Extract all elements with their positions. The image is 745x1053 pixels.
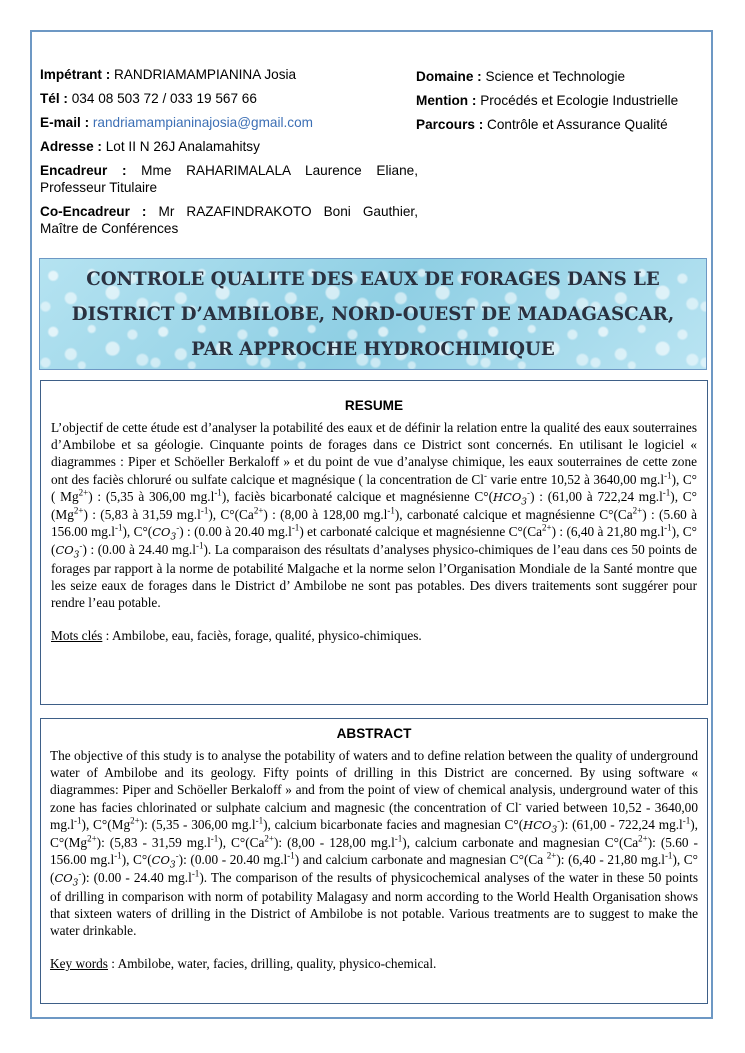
mention-label: Mention : <box>416 93 477 108</box>
applicant-row <box>40 66 418 83</box>
title-line-3: PAR APPROCHE HYDROCHIMIQUE <box>191 338 555 360</box>
phone-value: 034 08 503 72 / 033 19 567 66 <box>71 91 257 106</box>
abstract-keywords-list: : Ambilobe, water, facies, drilling, quality, physico-chemical. <box>107 956 437 972</box>
abstract-keywords <box>50 955 698 972</box>
abstract-heading: ABSTRACT <box>336 726 412 741</box>
supervisor-name: Mme RAHARIMALALA Laurence Eliane, <box>141 163 418 178</box>
mention-value: Procédés et Ecologie Industrielle <box>480 93 679 108</box>
email-link[interactable]: randriamampianinajosia@gmail.com <box>92 115 313 130</box>
resume-keywords-list: : Ambilobe, eau, faciès, forage, qualité, physico-chimiques. <box>102 628 422 644</box>
co-supervisor-name: Mr RAZAFINDRAKOTO Boni Gauthier, <box>158 204 418 219</box>
abstract-keywords-label: Key words <box>50 956 108 972</box>
title-line-1: CONTROLE QUALITE DES EAUX DE FORAGES DANS LE <box>86 268 660 290</box>
co-supervisor-title: Maître de Conférences <box>40 221 179 236</box>
applicant-name: RANDRIAMAMPIANINA Josia <box>114 67 297 82</box>
resume-keywords <box>51 627 697 644</box>
phone-row <box>40 90 418 107</box>
program-info <box>416 68 716 133</box>
resume-text: L’objectif de cette étude est d’analyser la potabilité des eaux et de définir la relation entre la qualité des eaux souterraines d’Ambilobe et sa géologie. Cinquante points de forages dans ce District sont concernés. En utilisant le logiciel « diagrammes : Piper et Schöeller Berkaloff » et du point de vue d’analyse chimique, les eaux souterraines de cette zone ont des faciès chloruré ou sulfate calcique et magnésique ( la concentration de Cl- varie entre 10,52 à 3640,00 $mg.l^{-1}$), C°( $Mg^{2+}$) : (5,35 à 306,00 $mg.l^{-1}$), faciès bicarbonaté calcique et magnésienne $C^\circ(HCO_3^-)$ : (61,00 à 722,24 $mg.l^{-1}$), $C^\circ(Mg^{2+})$ : (5,83 à 31,59 $mg.l^{-1}$), $C^\circ(Ca^{2+})$ : (8,00 à 128,00 $mg.l^{-1}$), carbonaté calcique et magnésienne $C^\circ(Ca^{2+})$ : (5.60 à 156.00 $mg.l^{-1}$), $C^\circ(CO_3^-)$ : (0.00 à 20.40 $mg.l^{-1}$) et carbonaté calcique et magnésienne $C^\circ(Ca^{2+})$ : (6,40 à 21,80 $mg.l^{-1}$), $C^\circ(CO_3^-)$ : (0.00 à 24.40 $mg.l^{-1}$). La comparaison des résultats d’analyses physico-chimiques de l’eau dans ces 50 points de forages par rapport à la norme de potabilité Malgache et la norme selon l’Organisation Mondiale de la Santé montre que les seize eaux de forages dans le District d’ Ambilobe ne sont pas potables. Des divers traitements sont suggérer pour rendre l’eau potable. <box>51 420 698 611</box>
domain-label: Domaine : <box>416 69 482 84</box>
supervisor-row <box>40 162 418 179</box>
phone-label: Tél : <box>40 91 68 106</box>
track-value: Contrôle et Assurance Qualité <box>487 117 668 132</box>
address-label: Adresse : <box>40 139 102 154</box>
address-value: Lot II N 26J Analamahitsy <box>105 139 260 154</box>
applicant-label: Impétrant : <box>40 67 111 82</box>
email-row <box>40 114 418 131</box>
co-supervisor-label: Co-Encadreur : <box>40 204 147 219</box>
address-row <box>40 138 418 155</box>
co-supervisor-row <box>40 203 418 220</box>
supervisor-title: Professeur Titulaire <box>40 180 158 195</box>
domain-value: Science et Technologie <box>485 69 626 84</box>
title-banner <box>39 258 707 370</box>
applicant-info <box>40 66 418 237</box>
abstract-text: The objective of this study is to analyse the potability of waters and to define relation between the quality of underground water of Ambilobe and its geology. Fifty points of drilling in this District are concerned. By using software « diagrammes: Piper and Schöeller Berkaloff » and from the point of view of chemical analysis, underground water of this zone has facies chlorinated or sulphate calcium and magnesic (the concentration of Cl- varied between 10,52 - 3640,00 $mg.l^{-1}$), $C^\circ(Mg^{2+})$: (5,35 - 306,00 $mg.l^{-1}$), calcium bicarbonate facies and magnesian $C^\circ(HCO_3^-)$: (61,00 - 722,24 $mg.l^{-1}$), $C^\circ(Mg^{2+})$: (5,83 - 31,59 $mg.l^{-1}$), $C^\circ(Ca^{2+})$: (8,00 - 128,00 $mg.l^{-1}$), calcium carbonate and magnesian $C^\circ(Ca^{2+})$: (5.60 - 156.00 $mg.l^{-1}$), $C^\circ(CO_3^-)$: (0.00 - 20.40 $mg.l^{-1}$) and calcium carbonate and magnesian C°(Ca $^{2+}$): (6,40 - 21,80 $mg.l^{-1}$), $C^\circ(CO_3^-)$: (0.00 - 24.40 $mg.l^{-1}$). The comparison of the results of physicochemical analyses of the water in these 50 points of drilling in comparison with norm of potability Malagasy and norm according to the World Health Organisation shows that sixteen waters of drilling in the District of Ambilobe is not potable. Various treatments are to suggest to make the water drinkable. <box>50 748 698 939</box>
mention-row <box>416 92 716 109</box>
track-row <box>416 116 716 133</box>
resume-keywords-label: Mots clés <box>51 628 103 644</box>
supervisor-label: Encadreur : <box>40 163 127 178</box>
domain-row <box>416 68 716 85</box>
title-line-2: DISTRICT D’AMBILOBE, NORD-OUEST DE MADAGASCAR, <box>71 303 675 325</box>
abstract-section <box>40 718 708 1004</box>
track-label: Parcours : <box>416 117 484 132</box>
email-label: E-mail : <box>40 115 90 130</box>
resume-heading: RESUME <box>344 398 404 413</box>
resume-section <box>40 380 708 705</box>
